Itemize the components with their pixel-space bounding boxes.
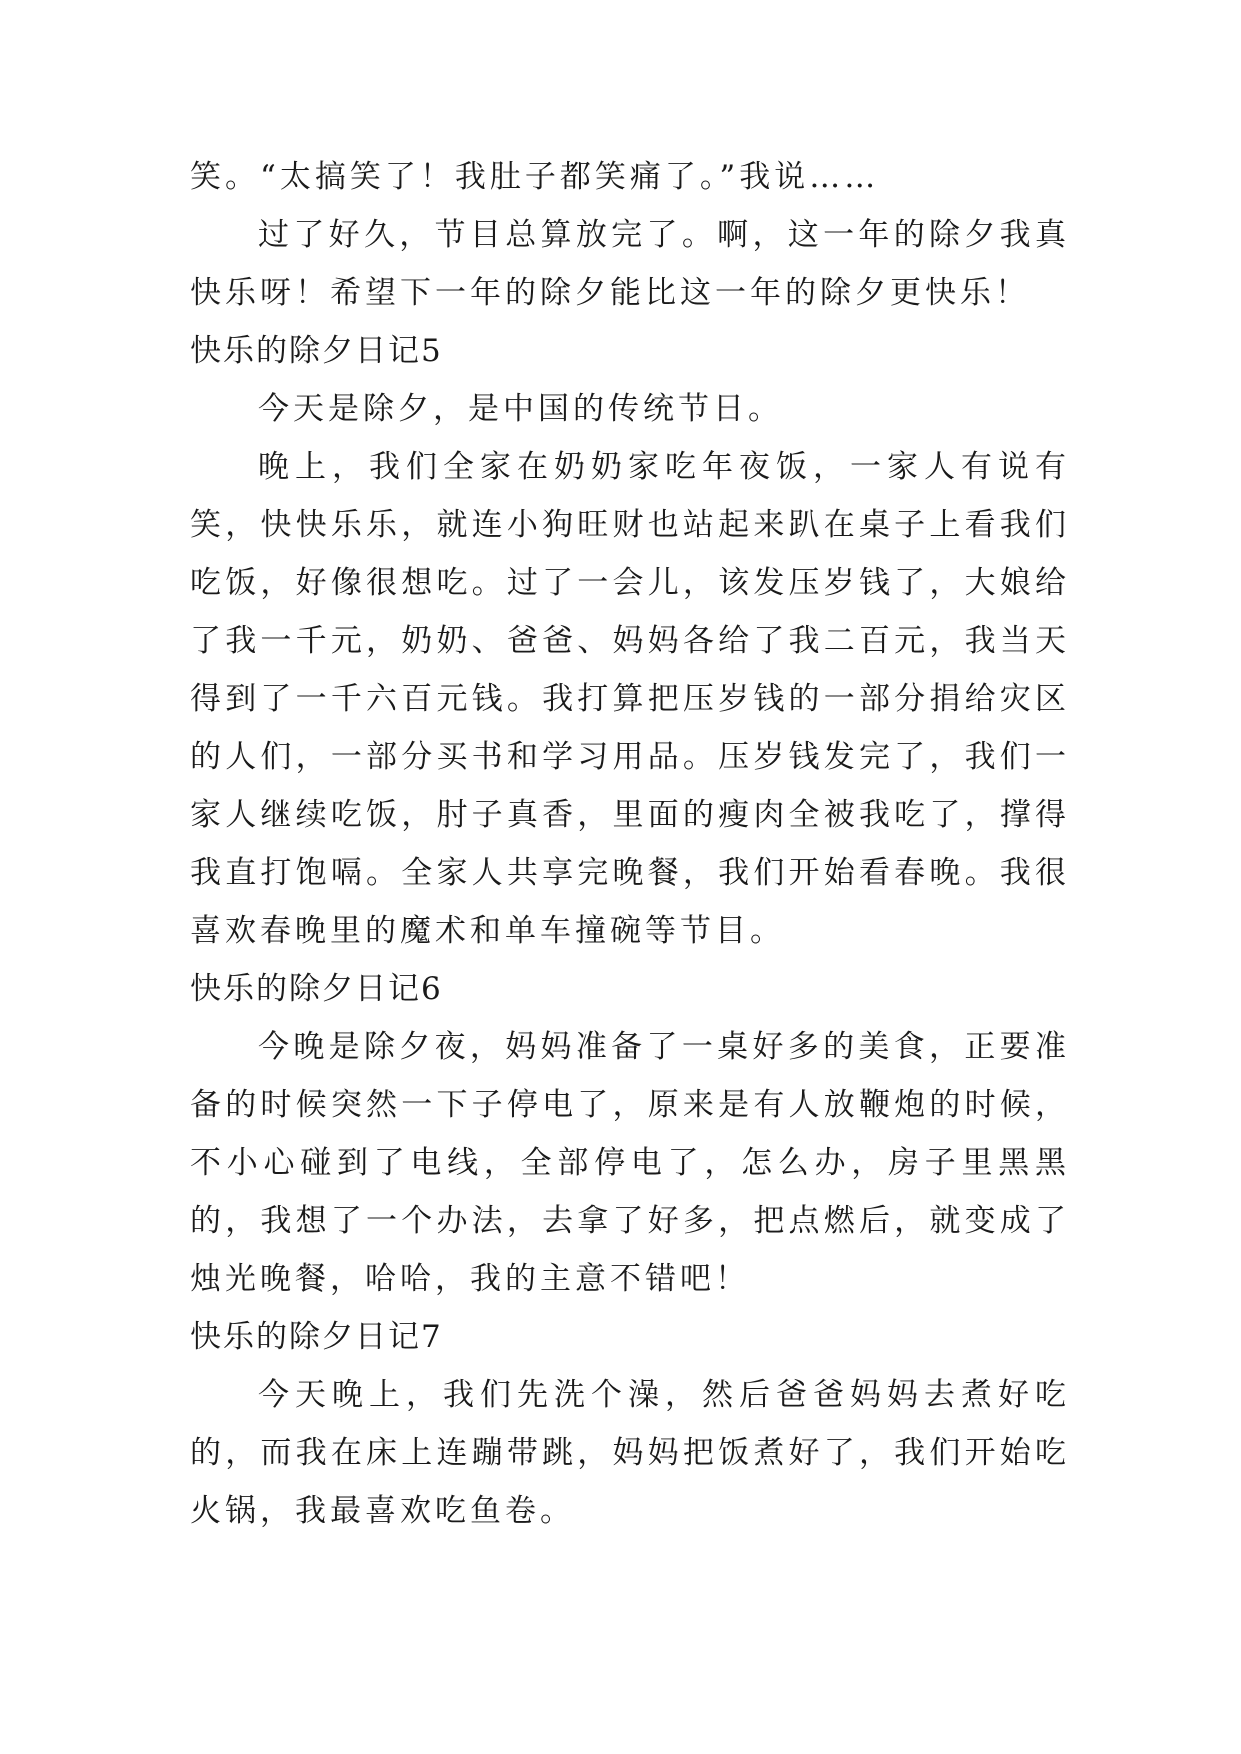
paragraph: 笑。“太搞笑了！我肚子都笑痛了。”我说…… [190, 159, 880, 195]
section-heading: 快乐的除夕日记5 [190, 333, 443, 369]
paragraph: 过了好久，节目总算放完了。啊，这一年的除夕我真快乐呀！希望下一年的除夕能比这一年的除夕更快乐！ [190, 217, 1070, 311]
paragraph: 今天是除夕，是中国的传统节日。 [258, 391, 783, 427]
document-body [190, 148, 1070, 1540]
section-heading: 快乐的除夕日记6 [190, 971, 443, 1007]
paragraph: 今天晚上，我们先洗个澡，然后爸爸妈妈去煮好吃的，而我在床上连蹦带跳，妈妈把饭煮好了，我们开始吃火锅，我最喜欢吃鱼卷。 [190, 1377, 1070, 1529]
section-heading: 快乐的除夕日记7 [190, 1319, 443, 1355]
paragraph: 晚上，我们全家在奶奶家吃年夜饭，一家人有说有笑，快快乐乐，就连小狗旺财也站起来趴在桌子上看我们吃饭，好像很想吃。过了一会儿，该发压岁钱了，大娘给了我一千元，奶奶、爸爸、妈妈各给了我二百元，我当天得到了一千六百元钱。我打算把压岁钱的一部分捐给灾区的人们，一部分买书和学习用品。压岁钱发完了，我们一家人继续吃饭，肘子真香，里面的瘦肉全被我吃了，撑得我直打饱嗝。全家人共享完晚餐，我们开始看春晚。我很喜欢春晚里的魔术和单车撞碗等节目。 [190, 449, 1070, 949]
paragraph: 今晚是除夕夜，妈妈准备了一桌好多的美食，正要准备的时候突然一下子停电了，原来是有人放鞭炮的时候，不小心碰到了电线，全部停电了，怎么办，房子里黑黑的，我想了一个办法，去拿了好多，把点燃后，就变成了烛光晚餐，哈哈，我的主意不错吧！ [190, 1029, 1070, 1297]
